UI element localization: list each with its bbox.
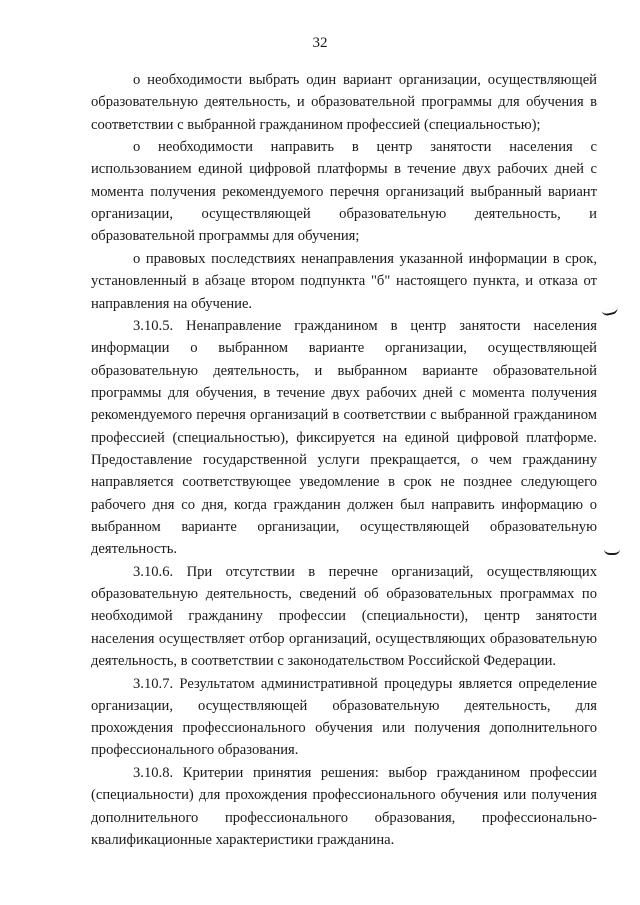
paragraph-3-10-6: 3.10.6. При отсутствии в перечне организаций, осуществляющих образовательную деятельность, сведений об образовательных программах по необходимой гражданину профессии (специальности), центр занятости населения осуществляет отбор организаций, осуществляющих образовательную деятельность, в соответствии с законодательством Российской Федерации. [91, 563, 597, 669]
document-body [91, 69, 597, 851]
paragraph-3-10-8: 3.10.8. Критерии принятия решения: выбор гражданином профессии (специальности) для прохождения профессионального обучения или получения дополнительного профессионального образования, профессионально-квалификационные характеристики гражданина. [91, 764, 597, 848]
paragraph-choose-option: о необходимости выбрать один вариант организации, осуществляющей образовательную деятельность, и образовательной программы для обучения в соответствии с выбранной гражданином профессией (специальностью); [91, 72, 597, 133]
paragraph-legal-consequences: о правовых последствиях ненаправления указанной информации в срок, установленный в абзаце втором подпункта "б" настоящего пункта, и отказа от направления на обучение. [91, 250, 597, 312]
paragraph-3-10-7: 3.10.7. Результатом административной процедуры является определение организации, осуществляющей образовательную деятельность, для прохождения профессионального обучения или получения дополнительного профессионального образования. [91, 675, 597, 759]
paragraph-send-choice: о необходимости направить в центр занятости населения с использованием единой цифровой платформы в течение двух рабочих дней с момента получения рекомендуемого перечня организаций выбранный вариант организации, осуществляющей образовательную деятельность, и образовательной программы для обучения; [91, 139, 597, 245]
scan-edge-mark [604, 549, 620, 555]
paragraph-3-10-5: 3.10.5. Ненаправление гражданином в центр занятости населения информации о выбранном варианте организации, осуществляющей образовательную деятельность, и выбранном варианте образовательной программы для обучения, в течение двух рабочих дней с момента получения рекомендуемого перечня организаций в соответствии с выбранной гражданином профессией (специальностью), фиксируется на единой цифровой платформе. Предоставление государственной услуги прекращается, о чем гражданину направляется соответствующее уведомление в срок не позднее следующего рабочего дня со дня, когда гражданин должен был направить информацию о выбранном варианте организации, осуществляющей образовательную деятельность. [91, 318, 597, 558]
scan-edge-mark [602, 307, 619, 316]
page-number: 32 [312, 35, 328, 51]
